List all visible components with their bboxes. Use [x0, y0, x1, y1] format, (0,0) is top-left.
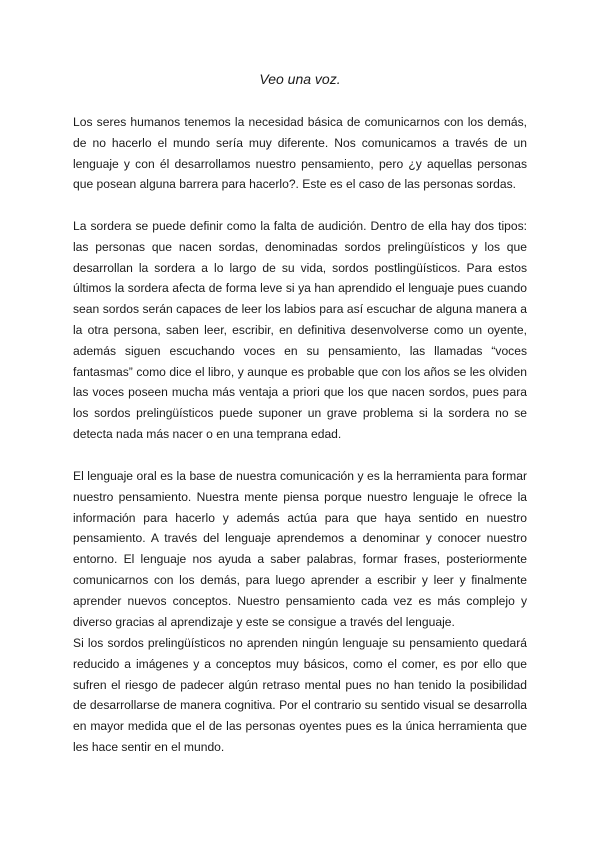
paragraph-prelingual-consequences: Si los sordos prelingüísticos no aprenden ningún lenguaje su pensamiento quedará reducido a imágenes y a conceptos muy básicos, como el comer, es por ello que sufren el riesgo de padecer algún retraso mental pues no han tenido la posibilidad de desarrollarse de manera cognitiva. Por el contrario su sentido visual se desarrolla en mayor medida que el de las personas oyentes pues es la única herramienta que les hace sentir en el mundo. [73, 636, 527, 754]
paragraph-intro: Los seres humanos tenemos la necesidad básica de comunicarnos con los demás, de no hacerlo el mundo sería muy diferente. Nos comunicamos a través de un lenguaje y con él desarrollamos nuestro pensamiento, pero ¿y aquellas personas que posean alguna barrera para hacerlo?. Este es el caso de las personas sordas. [73, 115, 527, 192]
document-title: Veo una voz. [259, 71, 341, 87]
paragraph-oral-language: El lenguaje oral es la base de nuestra comunicación y es la herramienta para formar nuestro pensamiento. Nuestra mente piensa porque nuestro lenguaje le ofrece la información para hacerlo y además actúa para que haya sentido en nuestro pensamiento. A través del lenguaje aprendemos a denominar y conocer nuestro entorno. El lenguaje nos ayuda a saber palabras, formar frases, posteriormente comunicarnos con los demás, para luego aprender a escribir y leer y finalmente aprender nuevos conceptos. Nuestro pensamiento cada vez es más complejo y diverso gracias al aprendizaje y este se consigue a través del lenguaje. [73, 469, 527, 629]
paragraph-deafness-types: La sordera se puede definir como la falta de audición. Dentro de ella hay dos tipos: las personas que nacen sordas, denominadas sordos prelingüísticos y los que desarrollan la sordera a lo largo de su vida, sordos postlingüísticos. Para estos últimos la sordera afecta de forma leve si ya han aprendido el lenguaje pues cuando sean sordos serán capaces de leer los labios para así escuchar de alguna manera a la otra persona, saben leer, escribir, en definitiva desenvolverse como un oyente, además siguen escuchando voces en su pensamiento, las llamadas “voces fantasmas” como dice el libro, y aunque es probable que con los años se les olviden las voces poseen mucha más ventaja a priori que los que nacen sordos, pues para los sordos prelingüísticos puede suponer un grave problema si la sordera no se detecta nada más nacer o en una temprana edad. [73, 219, 527, 441]
